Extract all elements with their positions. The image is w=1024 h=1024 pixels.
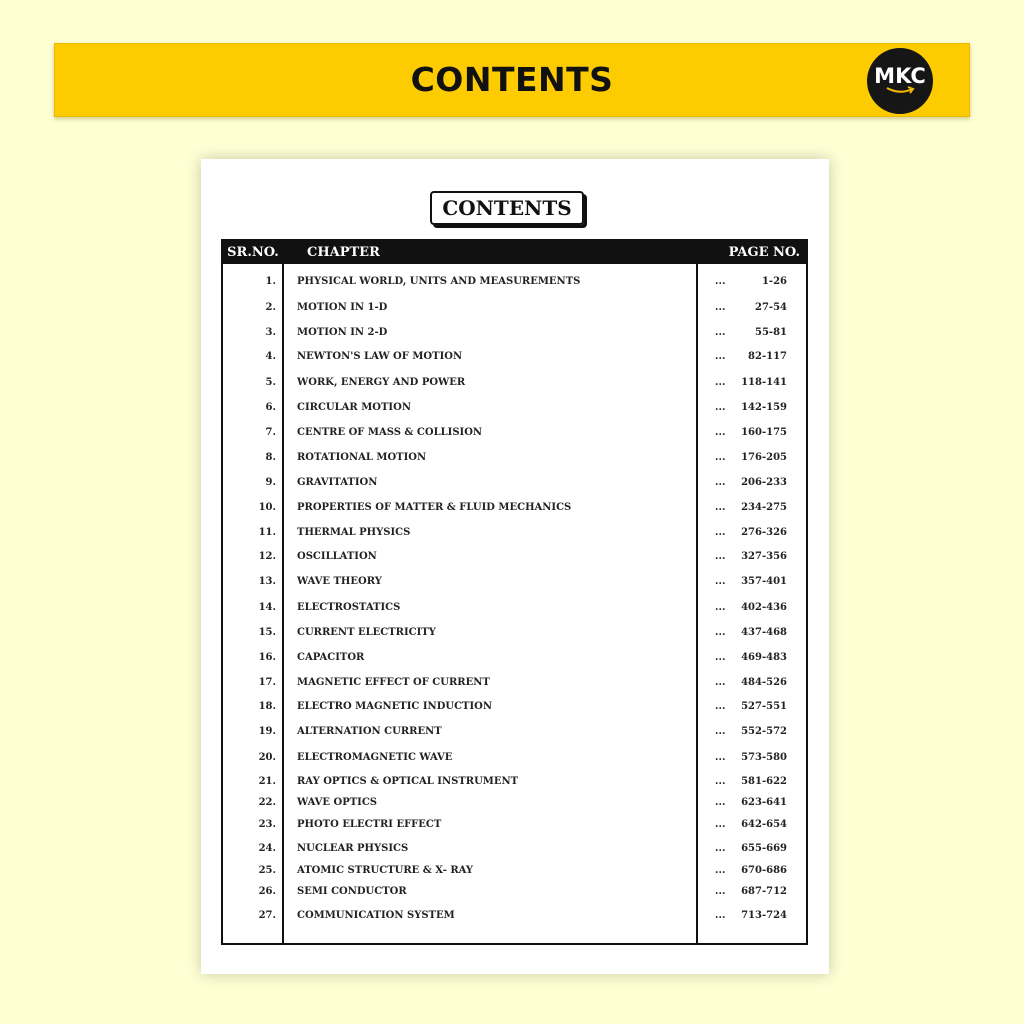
row-sr-no: 14. <box>258 602 276 613</box>
table-row <box>223 886 806 902</box>
document-title: CONTENTS <box>430 191 584 225</box>
row-pages: 527-551 <box>741 701 787 712</box>
row-chapter: ELECTROMAGNETIC WAVE <box>297 752 453 763</box>
row-leader: ... <box>715 576 726 587</box>
row-chapter: ATOMIC STRUCTURE & X- RAY <box>297 865 474 876</box>
row-leader: ... <box>715 527 726 538</box>
row-leader: ... <box>715 910 726 921</box>
row-pages: 670-686 <box>741 865 787 876</box>
table-row <box>223 276 806 292</box>
row-leader: ... <box>715 726 726 737</box>
row-sr-no: 9. <box>265 477 276 488</box>
row-pages: 27-54 <box>755 302 787 313</box>
row-chapter: NUCLEAR PHYSICS <box>297 843 409 854</box>
row-chapter: WAVE THEORY <box>297 576 382 587</box>
row-sr-no: 7. <box>265 427 276 438</box>
banner-title: CONTENTS <box>410 60 614 99</box>
row-leader: ... <box>715 551 726 562</box>
table-row <box>223 677 806 693</box>
row-leader: ... <box>715 819 726 830</box>
logo-text: MKC <box>874 64 926 88</box>
row-sr-no: 5. <box>265 377 276 388</box>
row-chapter: CIRCULAR MOTION <box>297 402 411 413</box>
row-chapter: NEWTON'S LAW OF MOTION <box>297 351 463 362</box>
row-sr-no: 27. <box>258 910 276 921</box>
row-chapter: SEMI CONDUCTOR <box>297 886 407 897</box>
row-sr-no: 3. <box>265 327 276 338</box>
row-pages: 142-159 <box>741 402 787 413</box>
row-chapter: CENTRE OF MASS & COLLISION <box>297 427 483 438</box>
row-pages: 160-175 <box>741 427 787 438</box>
row-pages: 573-580 <box>741 752 787 763</box>
contents-table <box>221 239 808 945</box>
table-row <box>223 819 806 835</box>
row-chapter: ELECTRO MAGNETIC INDUCTION <box>297 701 493 712</box>
row-sr-no: 19. <box>258 726 276 737</box>
table-row <box>223 452 806 468</box>
row-leader: ... <box>715 276 726 287</box>
row-pages: 234-275 <box>741 502 787 513</box>
row-sr-no: 6. <box>265 402 276 413</box>
table-row <box>223 910 806 926</box>
row-chapter: COMMUNICATION SYSTEM <box>297 910 455 921</box>
table-row <box>223 302 806 318</box>
row-sr-no: 21. <box>258 776 276 787</box>
row-sr-no: 10. <box>258 502 276 513</box>
smile-arrow-icon <box>885 86 915 96</box>
row-chapter: PHYSICAL WORLD, UNITS AND MEASUREMENTS <box>297 276 581 287</box>
table-row <box>223 427 806 443</box>
row-pages: 327-356 <box>741 551 787 562</box>
row-chapter: THERMAL PHYSICS <box>297 527 411 538</box>
table-row <box>223 726 806 742</box>
row-chapter: MAGNETIC EFFECT OF CURRENT <box>297 677 490 688</box>
row-chapter: CURRENT ELECTRICITY <box>297 627 436 638</box>
row-chapter: MOTION IN 2-D <box>297 327 388 338</box>
contents-page <box>201 159 829 974</box>
row-chapter: ROTATIONAL MOTION <box>297 452 427 463</box>
row-pages: 552-572 <box>741 726 787 737</box>
row-leader: ... <box>715 652 726 663</box>
row-leader: ... <box>715 752 726 763</box>
row-sr-no: 24. <box>258 843 276 854</box>
row-sr-no: 22. <box>258 797 276 808</box>
row-pages: 118-141 <box>741 377 787 388</box>
table-row <box>223 327 806 343</box>
row-chapter: PROPERTIES OF MATTER & FLUID MECHANICS <box>297 502 572 513</box>
row-leader: ... <box>715 477 726 488</box>
table-row <box>223 602 806 618</box>
row-pages: 357-401 <box>741 576 787 587</box>
row-pages: 581-622 <box>741 776 787 787</box>
table-row <box>223 627 806 643</box>
row-sr-no: 11. <box>258 527 276 538</box>
header-page-no: PAGE NO. <box>728 245 800 260</box>
row-pages: 82-117 <box>748 351 787 362</box>
row-chapter: ALTERNATION CURRENT <box>297 726 442 737</box>
row-pages: 55-81 <box>755 327 787 338</box>
row-chapter: CAPACITOR <box>297 652 365 663</box>
table-row <box>223 527 806 543</box>
row-pages: 1-26 <box>761 276 787 287</box>
row-chapter: PHOTO ELECTRI EFFECT <box>297 819 442 830</box>
row-leader: ... <box>715 302 726 313</box>
row-sr-no: 12. <box>258 551 276 562</box>
row-sr-no: 13. <box>258 576 276 587</box>
row-sr-no: 16. <box>258 652 276 663</box>
header-banner <box>54 43 970 117</box>
row-pages: 642-654 <box>741 819 787 830</box>
table-row <box>223 865 806 881</box>
row-leader: ... <box>715 886 726 897</box>
brand-logo <box>867 48 933 114</box>
row-pages: 176-205 <box>741 452 787 463</box>
table-row <box>223 752 806 768</box>
row-chapter: WAVE OPTICS <box>297 797 378 808</box>
row-chapter: GRAVITATION <box>297 477 378 488</box>
table-row <box>223 776 806 792</box>
row-pages: 206-233 <box>741 477 787 488</box>
row-chapter: ELECTROSTATICS <box>297 602 401 613</box>
table-row <box>223 652 806 668</box>
row-sr-no: 8. <box>265 452 276 463</box>
row-leader: ... <box>715 627 726 638</box>
table-row <box>223 701 806 717</box>
table-row <box>223 502 806 518</box>
row-pages: 484-526 <box>741 677 787 688</box>
row-sr-no: 18. <box>258 701 276 712</box>
row-leader: ... <box>715 797 726 808</box>
row-leader: ... <box>715 502 726 513</box>
table-row <box>223 551 806 567</box>
row-sr-no: 15. <box>258 627 276 638</box>
row-leader: ... <box>715 452 726 463</box>
table-rows <box>223 241 806 943</box>
row-leader: ... <box>715 351 726 362</box>
row-chapter: MOTION IN 1-D <box>297 302 388 313</box>
row-sr-no: 26. <box>258 886 276 897</box>
row-sr-no: 1. <box>265 276 276 287</box>
header-sr-no: SR.NO. <box>227 245 279 260</box>
row-pages: 623-641 <box>741 797 787 808</box>
row-chapter: OSCILLATION <box>297 551 377 562</box>
row-leader: ... <box>715 327 726 338</box>
row-pages: 469-483 <box>741 652 787 663</box>
row-pages: 713-724 <box>741 910 787 921</box>
row-leader: ... <box>715 843 726 854</box>
row-leader: ... <box>715 865 726 876</box>
row-leader: ... <box>715 402 726 413</box>
row-sr-no: 20. <box>258 752 276 763</box>
row-sr-no: 4. <box>265 351 276 362</box>
row-leader: ... <box>715 776 726 787</box>
row-leader: ... <box>715 677 726 688</box>
row-sr-no: 25. <box>258 865 276 876</box>
table-row <box>223 843 806 859</box>
table-row <box>223 377 806 393</box>
row-pages: 402-436 <box>741 602 787 613</box>
row-sr-no: 17. <box>258 677 276 688</box>
row-pages: 437-468 <box>741 627 787 638</box>
row-pages: 687-712 <box>741 886 787 897</box>
table-row <box>223 402 806 418</box>
header-chapter: CHAPTER <box>307 245 380 260</box>
table-row <box>223 797 806 813</box>
row-leader: ... <box>715 377 726 388</box>
row-pages: 276-326 <box>741 527 787 538</box>
row-sr-no: 23. <box>258 819 276 830</box>
row-leader: ... <box>715 701 726 712</box>
row-chapter: RAY OPTICS & OPTICAL INSTRUMENT <box>297 776 519 787</box>
table-row <box>223 351 806 367</box>
table-row <box>223 576 806 592</box>
table-row <box>223 477 806 493</box>
row-chapter: WORK, ENERGY AND POWER <box>297 377 466 388</box>
row-leader: ... <box>715 427 726 438</box>
row-sr-no: 2. <box>265 302 276 313</box>
row-pages: 655-669 <box>741 843 787 854</box>
row-leader: ... <box>715 602 726 613</box>
